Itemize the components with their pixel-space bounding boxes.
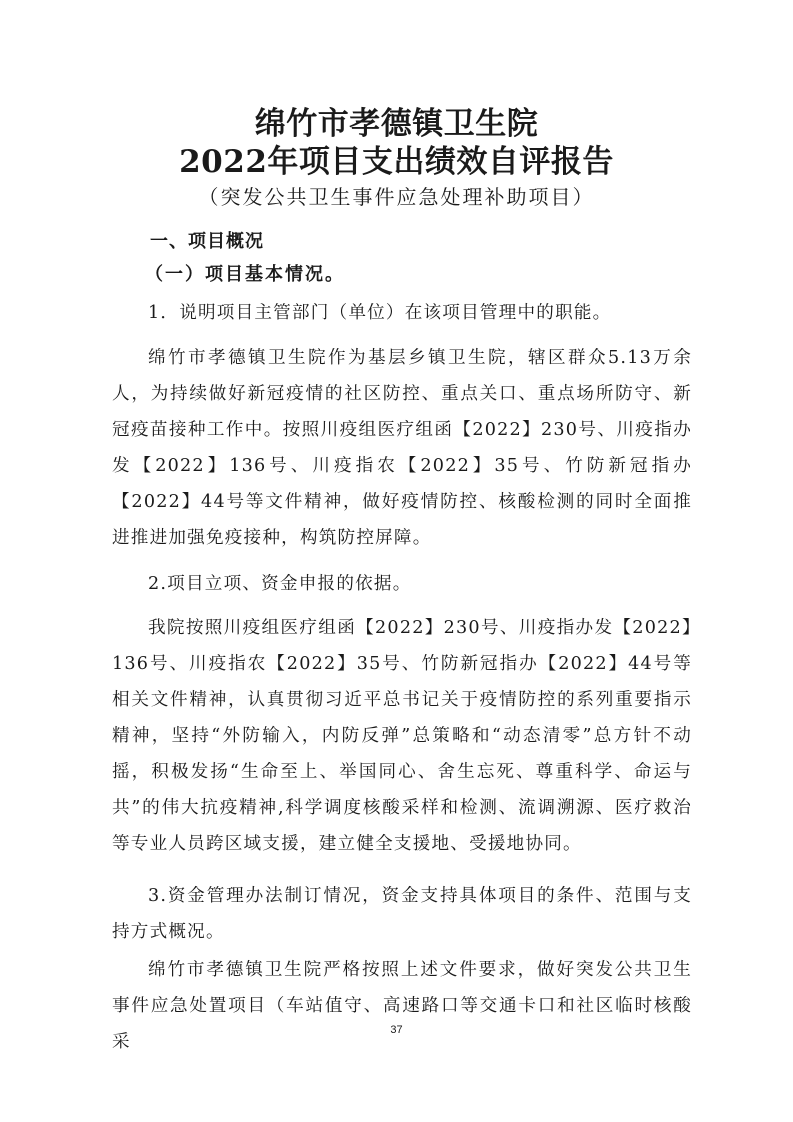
item2-paragraph: 我院按照川疫组医疗组函【2022】230号、川疫指办发【2022】136号、川疫指农【2022】35号、竹防新冠指办【2022】44号等相关文件精神，认真贯彻习近平总书记关于疫情防控的系列重要指示精神，坚持“外防输入，内防反弹”总策略和“动态清零”总方针不动摇，积极发扬“生命至上、举国同心、舍生忘死、尊重科学、命运与共”的伟大抗疫精神,科学调度核酸采样和检测、流调溯源、医疗救治等专业人员跨区域支援，建立健全支援地、受援地协同。 <box>112 618 692 854</box>
item3-paragraph: 绵竹市孝德镇卫生院严格按照上述文件要求，做好突发公共卫生事件应急处置项目（车站值守、高速路口等交通卡口和社区临时核酸采 <box>112 960 692 1052</box>
item1-heading: 1．说明项目主管部门（单位）在该项目管理中的职能。 <box>148 303 612 323</box>
page-number: 37 <box>390 1024 403 1036</box>
document-subtitle: （突发公共卫生事件应急处理补助项目） <box>198 185 595 209</box>
document-title-line2: 2022年项目支出绩效自评报告 <box>179 144 614 180</box>
subsection1-heading: （一）项目基本情况。 <box>145 264 345 285</box>
item2-heading: 2.项目立项、资金申报的依据。 <box>148 574 412 594</box>
section1-heading: 一、项目概况 <box>150 231 264 252</box>
item1-paragraph: 绵竹市孝德镇卫生院作为基层乡镇卫生院，辖区群众5.13万余人，为持续做好新冠疫情的社区防控、重点关口、重点场所防守、新冠疫苗接种工作中。按照川疫组医疗组函【2022】230号、川疫指办发【2022】136号、川疫指农【2022】35号、竹防新冠指办【2022】44号等文件精神，做好疫情防控、核酸检测的同时全面推进推进加强免疫接种，构筑防控屏障。 <box>112 348 692 548</box>
item3-heading: 3.资金管理办法制订情况，资金支持具体项目的条件、范围与支持方式概况。 <box>112 886 692 942</box>
document-title-line1: 绵竹市孝德镇卫生院 <box>254 106 539 142</box>
